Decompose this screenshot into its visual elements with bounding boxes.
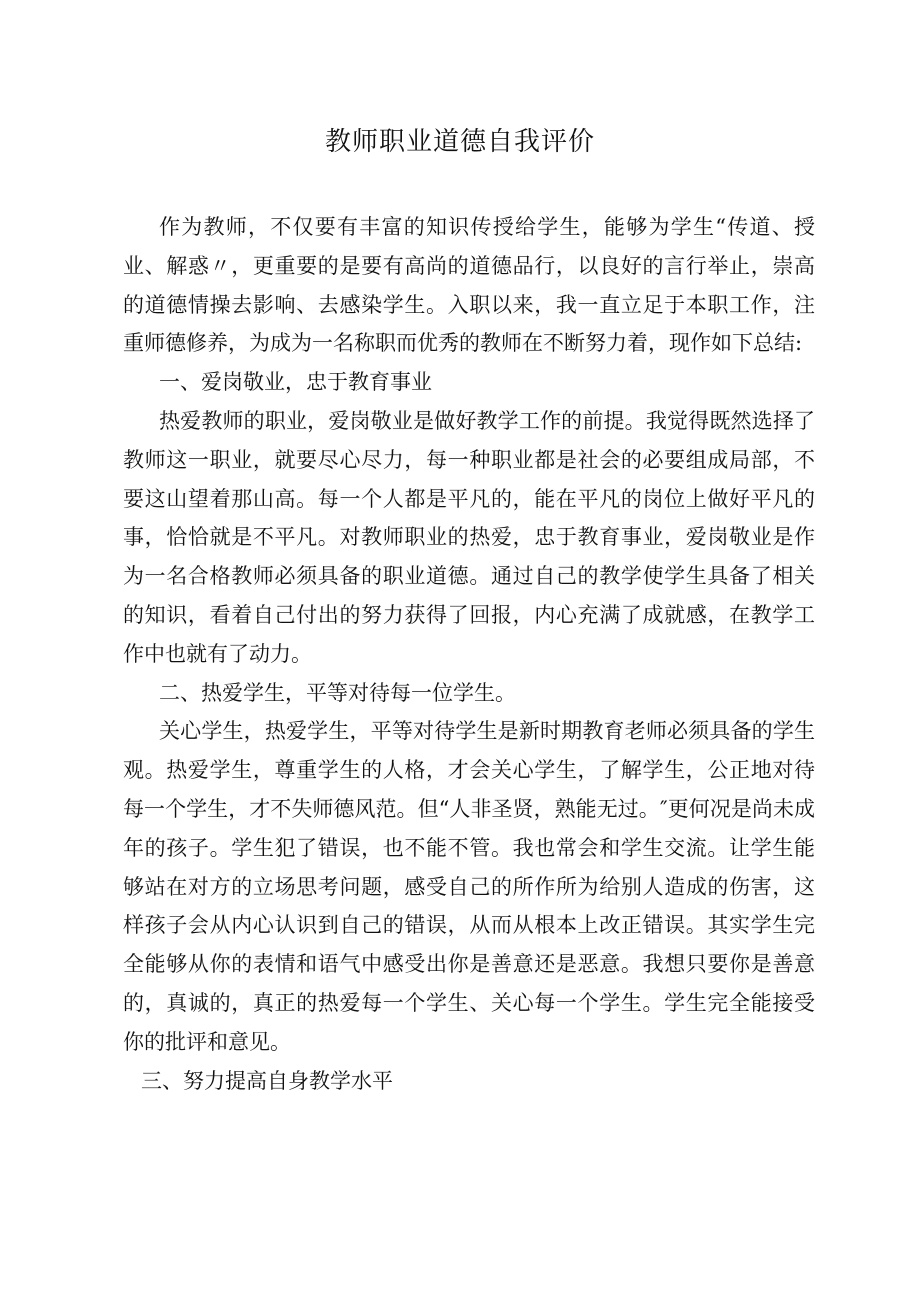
section-heading-3: 三、努力提高自身教学水平 [141, 1068, 393, 1093]
section-heading-2: 二、热爱学生，平等对待每一位学生。 [159, 680, 516, 705]
document-body [123, 208, 815, 1100]
paragraph-section-2: 关心学生，热爱学生，平等对待学生是新时期教育老师必须具备的学生观。热爱学生，尊重学生的人格，才会关心学生，了解学生，公正地对待每一个学生，才不失师德风范。但“人非圣贤，熟能无过。″更何况是尚未成年的孩子。学生犯了错误，也不能不管。我也常会和学生交流。让学生能够站在对方的立场思考问题，感受自己的所作所为给别人造成的伤害，这样孩子会从内心认识到自己的错误，从而从根本上改正错误。其实学生完全能够从你的表情和语气中感受出你是善意还是恶意。我想只要你是善意的，真诚的，真正的热爱每一个学生、关心每一个学生。学生完全能接受你的批评和意见。 [123, 719, 815, 1054]
paragraph-intro: 作为教师，不仅要有丰富的知识传授给学生，能够为学生“传道、授业、解惑〃，更重要的是要有高尚的道德品行，以良好的言行举止，崇高的道德情操去影响、去感染学生。入职以来，我一直立足于本职工作，注重师德修养，为成为一名称职而优秀的教师在不断努力着，现作如下总结: [123, 215, 815, 356]
section-heading-1: 一、爱岗敬业，忠于教育事业 [159, 370, 432, 395]
document-title: 教师职业道德自我评价 [324, 127, 595, 157]
paragraph-section-1: 热爱教师的职业，爱岗敬业是做好教学工作的前提。我觉得既然选择了教师这一职业，就要尽心尽力，每一种职业都是社会的必要组成局部，不要这山望着那山高。每一个人都是平凡的，能在平凡的岗位上做好平凡的事，恰恰就是不平凡。对教师职业的热爱，忠于教育事业，爱岗敬业是作为一名合格教师必须具备的职业道德。通过自己的教学使学生具备了相关的知识，看着自己付出的努力获得了回报，内心充满了成就感，在教学工作中也就有了动力。 [123, 408, 815, 666]
